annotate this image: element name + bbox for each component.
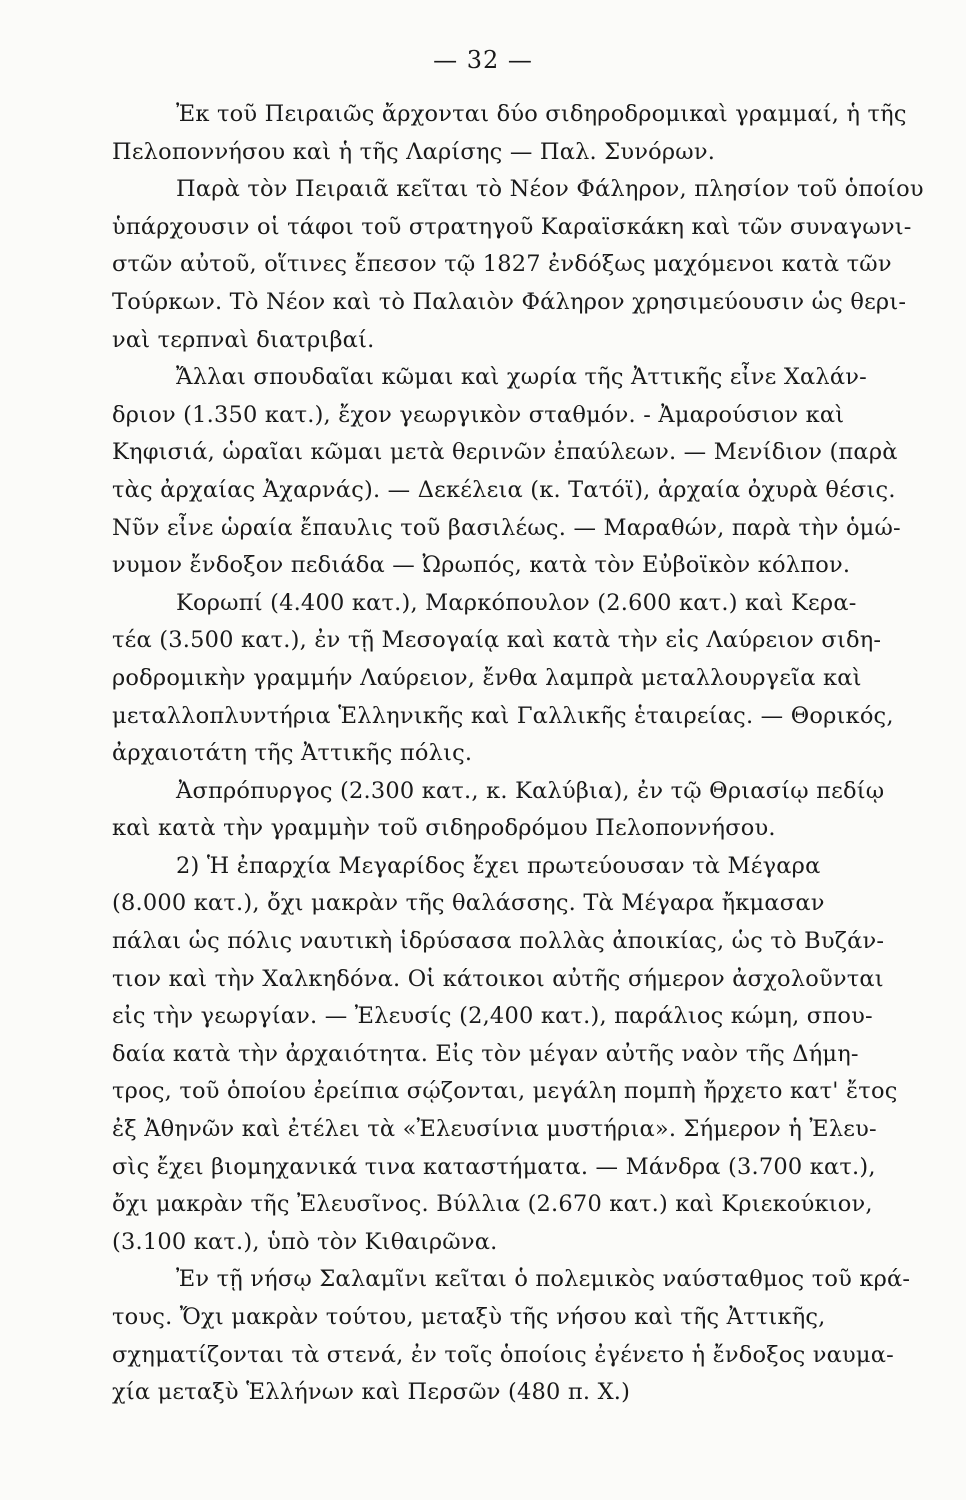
text-line: μεταλλοπλυντήρια Ἑλληνικῆς καὶ Γαλλικῆς ἑταιρείας. — Θορικός, (112, 702, 894, 729)
text-line: Παρὰ τὸν Πειραιᾶ κεῖται τὸ Νέον Φάληρον, πλησίον τοῦ ὁποίου (176, 176, 924, 203)
text-line: Κορωπί (4.400 κατ.), Μαρκόπουλον (2.600 κατ.) καὶ Κερα- (176, 589, 857, 616)
text-line: Ἀσπρόπυργος (2.300 κατ., κ. Καλύβια), ἐν τῷ Θριασίῳ πεδίῳ (176, 777, 885, 804)
text-line: Κηφισιά, ὡραῖαι κῶμαι μετὰ θερινῶν ἐπαύλεων. — Μενίδιον (παρὰ (112, 439, 898, 466)
text-line: Νῦν εἶνε ὡραία ἔπαυλις τοῦ βασιλέως. — Μαραθών, παρὰ τὴν ὁμώ- (112, 514, 901, 541)
text-line: πάλαι ὡς πόλις ναυτικὴ ἱδρύσασα πολλὰς ἀποικίας, ὡς τὸ Βυζάν- (112, 928, 885, 955)
text-line: Ἐκ τοῦ Πειραιῶς ἄρχονται δύο σιδηροδρομικαὶ γραμμαί, ἡ τῆς (176, 101, 907, 127)
text-line: ροδρομικὴν γραμμήν Λαύρειον, ἔνθα λαμπρὰ μεταλλουργεῖα καὶ (112, 664, 862, 691)
text-line: καὶ κατὰ τὴν γραμμὴν τοῦ σιδηροδρόμου Πελοποννήσου. (112, 815, 776, 842)
text-line: σὶς ἔχει βιομηχανικά τινα καταστήματα. — Μάνδρα (3.700 κατ.), (112, 1153, 876, 1180)
text-line: ναὶ τερπναὶ διατριβαί. (112, 326, 375, 353)
text-line: Ἐν τῇ νήσῳ Σαλαμῖνι κεῖται ὁ πολεμικὸς ναύσταθμος τοῦ κρά- (176, 1266, 911, 1293)
text-line: χία μεταξὺ Ἑλλήνων καὶ Περσῶν (480 π. Χ.) (112, 1379, 631, 1406)
text-line: δαία κατὰ τὴν ἀρχαιότητα. Εἰς τὸν μέγαν αὐτῆς ναὸν τῆς Δήμη- (112, 1040, 859, 1067)
page-number: — 32 — (433, 46, 533, 74)
text-line: εἰς τὴν γεωργίαν. — Ἐλευσίς (2,400 κατ.), παράλιος κώμη, σπου- (112, 1003, 873, 1030)
text-line: δριον (1.350 κατ.), ἔχον γεωργικὸν σταθμόν. - Ἀμαρούσιον καὶ (112, 401, 845, 428)
text-line: τιον καὶ τὴν Χαλκηδόνα. Οἱ κάτοικοι αὐτῆς σήμερον ἀσχολοῦνται (112, 965, 884, 992)
text-line: τους. Ὄχι μακρὰν τούτου, μεταξὺ τῆς νήσου καὶ τῆς Ἀττικῆς, (112, 1304, 826, 1330)
text-line: Πελοποννήσου καὶ ἡ τῆς Λαρίσης — Παλ. Συνόρων. (112, 138, 716, 165)
text-line: Ἄλλαι σπουδαῖαι κῶμαι καὶ χωρία τῆς Ἀττικῆς εἶνε Χαλάν- (176, 364, 867, 391)
text-line: (8.000 κατ.), ὄχι μακρὰν τῆς θαλάσσης. Τὰ Μέγαρα ἤκμασαν (112, 890, 825, 917)
text-line: ἀρχαιοτάτη τῆς Ἀττικῆς πόλις. (112, 740, 473, 767)
text-line: ἐξ Ἀθηνῶν καὶ ἐτέλει τὰ «Ἐλευσίνια μυστήρια». Σήμερον ἡ Ἐλευ- (112, 1116, 877, 1143)
text-line: νυμον ἔνδοξον πεδιάδα — Ὠρωπός, κατὰ τὸν Εὐβοϊκὸν κόλπον. (112, 552, 851, 579)
text-line: (3.100 κατ.), ὑπὸ τὸν Κιθαιρῶνα. (112, 1228, 498, 1255)
body-text (112, 96, 932, 1412)
text-line: ὑπάρχουσιν οἱ τάφοι τοῦ στρατηγοῦ Καραϊσκάκη καὶ τῶν συναγωνι- (112, 213, 912, 240)
text-line: τέα (3.500 κατ.), ἐν τῇ Μεσογαίᾳ καὶ κατὰ τὴν εἰς Λαύρειον σιδη- (112, 627, 882, 654)
text-line: στῶν αὐτοῦ, οἵτινες ἔπεσον τῷ 1827 ἐνδόξως μαχόμενοι κατὰ τῶν (112, 251, 892, 278)
text-line: Τούρκων. Τὸ Νέον καὶ τὸ Παλαιὸν Φάληρον χρησιμεύουσιν ὡς θερι- (112, 288, 907, 315)
text-line: 2) Ἡ ἐπαρχία Μεγαρίδος ἔχει πρωτεύουσαν τὰ Μέγαρα (176, 852, 821, 879)
text-line: τὰς ἀρχαίας Ἀχαρνάς). — Δεκέλεια (κ. Τατόϊ), ἀρχαία ὀχυρὰ θέσις. (112, 476, 896, 503)
text-line: ὄχι μακρὰν τῆς Ἐλευσῖνος. Βύλλια (2.670 κατ.) καὶ Κριεκούκιον, (112, 1191, 873, 1218)
text-line: σχηματίζονται τὰ στενά, ἐν τοῖς ὁποίοις ἐγένετο ἡ ἔνδοξος ναυμα- (112, 1341, 894, 1368)
text-line: τρος, τοῦ ὁποίου ἐρείπια σῴζονται, μεγάλη πομπὴ ἤρχετο κατ' ἔτος (112, 1078, 898, 1105)
